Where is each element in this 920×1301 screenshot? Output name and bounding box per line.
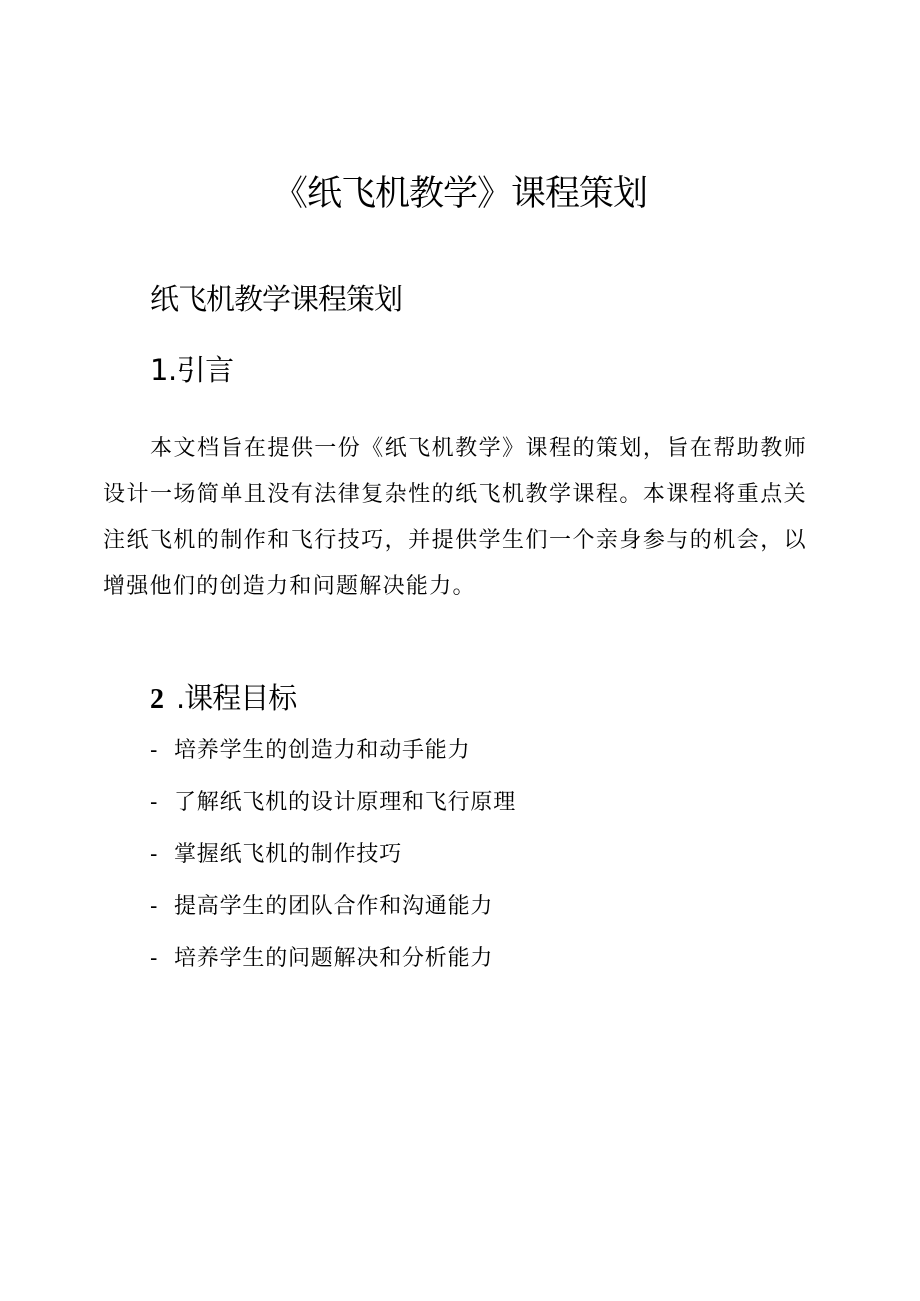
list-item-text: 培养学生的创造力和动手能力 (174, 738, 471, 763)
course-goals-list (150, 731, 516, 991)
list-item-text: 提高学生的团队合作和沟通能力 (174, 894, 494, 919)
list-item (150, 835, 516, 887)
list-item (150, 731, 516, 783)
list-item (150, 783, 516, 835)
document-subtitle: 纸飞机教学课程策划 (150, 282, 403, 316)
introduction-paragraph: 本文档旨在提供一份《纸飞机教学》课程的策划，旨在帮助教师设计一场简单且没有法律复杂性的纸飞机教学课程。本课程将重点关注纸飞机的制作和飞行技巧，并提供学生们一个亲身参与的机会，以增强他们的创造力和问题解决能力。 (103, 436, 807, 599)
list-bullet: - (150, 842, 159, 867)
section-number: 2 (150, 684, 164, 715)
list-bullet: - (150, 894, 159, 919)
section-heading-introduction: 1.引言 (150, 353, 234, 387)
list-item (150, 939, 516, 991)
list-bullet: - (150, 946, 159, 971)
section-heading-course-goals (150, 677, 296, 721)
list-bullet: - (150, 738, 159, 763)
list-item-text: 了解纸飞机的设计原理和飞行原理 (174, 790, 517, 815)
list-item (150, 887, 516, 939)
list-bullet: - (150, 790, 159, 815)
section-heading-text: .课程目标 (176, 681, 297, 715)
list-item-text: 掌握纸飞机的制作技巧 (174, 842, 403, 867)
list-item-text: 培养学生的问题解决和分析能力 (174, 946, 494, 971)
document-title: 《纸飞机教学》课程策划 (272, 174, 647, 214)
